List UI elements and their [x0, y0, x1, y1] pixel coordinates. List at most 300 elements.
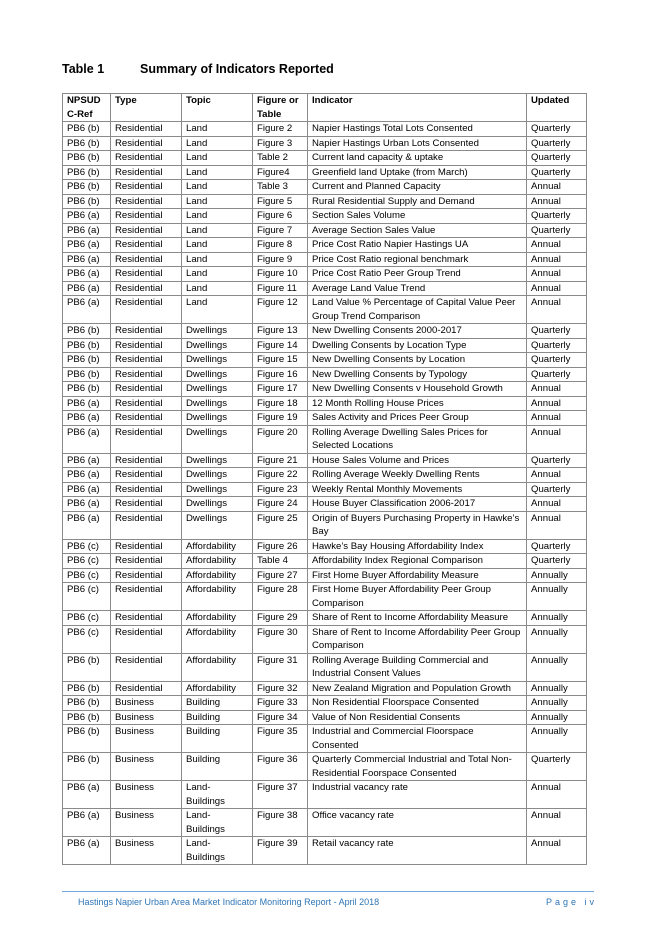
cell-topic: Affordability: [182, 583, 253, 611]
cell-indicator: Quarterly Commercial Industrial and Total Non-Residential Foorspace Consented: [308, 753, 527, 781]
cell-type: Residential: [111, 165, 182, 180]
cell-topic: Affordability: [182, 539, 253, 554]
cell-indicator: First Home Buyer Affordability Peer Group Comparison: [308, 583, 527, 611]
cell-figure: Figure 28: [253, 583, 308, 611]
cell-figure: Figure 29: [253, 611, 308, 626]
table-row: [63, 653, 587, 681]
cell-topic: Building: [182, 710, 253, 725]
cell-topic: Dwellings: [182, 382, 253, 397]
table-row: [63, 710, 587, 725]
cell-type: Business: [111, 753, 182, 781]
cell-indicator: Industrial and Commercial Floorspace Consented: [308, 725, 527, 753]
cell-type: Residential: [111, 281, 182, 296]
col-header-type: Type: [111, 94, 182, 122]
cell-type: Residential: [111, 180, 182, 195]
cell-ref: PB6 (a): [63, 252, 111, 267]
cell-indicator: Retail vacancy rate: [308, 837, 527, 865]
cell-ref: PB6 (b): [63, 151, 111, 166]
cell-indicator: New Dwelling Consents 2000-2017: [308, 324, 527, 339]
cell-updated: Annually: [527, 681, 587, 696]
cell-figure: Figure 16: [253, 367, 308, 382]
cell-figure: Figure 10: [253, 267, 308, 282]
table-row: [63, 122, 587, 137]
table-row: [63, 194, 587, 209]
cell-topic: Building: [182, 725, 253, 753]
cell-topic: Land: [182, 238, 253, 253]
cell-indicator: Rolling Average Weekly Dwelling Rents: [308, 468, 527, 483]
cell-ref: PB6 (a): [63, 411, 111, 426]
cell-figure: Figure 7: [253, 223, 308, 238]
cell-figure: Table 3: [253, 180, 308, 195]
cell-updated: Annual: [527, 511, 587, 539]
cell-indicator: Affordability Index Regional Comparison: [308, 554, 527, 569]
cell-type: Residential: [111, 583, 182, 611]
indicators-table: [62, 93, 587, 865]
cell-figure: Figure 9: [253, 252, 308, 267]
table-row: [63, 367, 587, 382]
cell-type: Residential: [111, 611, 182, 626]
cell-figure: Figure 19: [253, 411, 308, 426]
cell-indicator: Price Cost Ratio Napier Hastings UA: [308, 238, 527, 253]
cell-topic: Dwellings: [182, 453, 253, 468]
cell-indicator: Weekly Rental Monthly Movements: [308, 482, 527, 497]
cell-indicator: New Dwelling Consents v Household Growth: [308, 382, 527, 397]
cell-figure: Figure 36: [253, 753, 308, 781]
cell-figure: Table 4: [253, 554, 308, 569]
cell-ref: PB6 (c): [63, 611, 111, 626]
cell-topic: Land-Buildings: [182, 809, 253, 837]
cell-updated: Quarterly: [527, 453, 587, 468]
cell-ref: PB6 (a): [63, 497, 111, 512]
cell-ref: PB6 (b): [63, 353, 111, 368]
cell-ref: PB6 (a): [63, 223, 111, 238]
table-row: [63, 338, 587, 353]
cell-ref: PB6 (b): [63, 165, 111, 180]
cell-indicator: Dwelling Consents by Location Type: [308, 338, 527, 353]
cell-topic: Land: [182, 180, 253, 195]
cell-updated: Annually: [527, 710, 587, 725]
cell-ref: PB6 (a): [63, 267, 111, 282]
cell-type: Residential: [111, 411, 182, 426]
cell-type: Residential: [111, 382, 182, 397]
cell-figure: Figure 32: [253, 681, 308, 696]
cell-figure: Figure 27: [253, 568, 308, 583]
cell-indicator: Rolling Average Dwelling Sales Prices for Selected Locations: [308, 425, 527, 453]
cell-topic: Dwellings: [182, 353, 253, 368]
cell-figure: Figure 23: [253, 482, 308, 497]
cell-ref: PB6 (a): [63, 482, 111, 497]
cell-figure: Figure 15: [253, 353, 308, 368]
table-row: [63, 583, 587, 611]
cell-updated: Annual: [527, 267, 587, 282]
cell-indicator: Napier Hastings Urban Lots Consented: [308, 136, 527, 151]
cell-indicator: Rolling Average Building Commercial and Industrial Consent Values: [308, 653, 527, 681]
cell-type: Residential: [111, 296, 182, 324]
table-row: [63, 453, 587, 468]
cell-topic: Dwellings: [182, 468, 253, 483]
cell-indicator: Current land capacity & uptake: [308, 151, 527, 166]
cell-type: Residential: [111, 353, 182, 368]
cell-type: Residential: [111, 209, 182, 224]
cell-figure: Figure 31: [253, 653, 308, 681]
cell-updated: Annually: [527, 625, 587, 653]
cell-topic: Dwellings: [182, 367, 253, 382]
cell-indicator: Sales Activity and Prices Peer Group: [308, 411, 527, 426]
cell-ref: PB6 (a): [63, 511, 111, 539]
cell-topic: Land: [182, 122, 253, 137]
cell-indicator: Average Land Value Trend: [308, 281, 527, 296]
cell-updated: Annual: [527, 252, 587, 267]
cell-type: Business: [111, 696, 182, 711]
cell-ref: PB6 (a): [63, 238, 111, 253]
cell-ref: PB6 (b): [63, 180, 111, 195]
cell-ref: PB6 (b): [63, 681, 111, 696]
cell-topic: Affordability: [182, 611, 253, 626]
cell-ref: PB6 (c): [63, 583, 111, 611]
cell-topic: Building: [182, 753, 253, 781]
cell-type: Residential: [111, 367, 182, 382]
cell-indicator: New Dwelling Consents by Typology: [308, 367, 527, 382]
cell-indicator: Non Residential Floorspace Consented: [308, 696, 527, 711]
cell-updated: Annual: [527, 781, 587, 809]
table-row: [63, 725, 587, 753]
cell-topic: Land: [182, 165, 253, 180]
cell-updated: Annual: [527, 238, 587, 253]
cell-figure: Figure 6: [253, 209, 308, 224]
cell-topic: Affordability: [182, 568, 253, 583]
cell-ref: PB6 (a): [63, 396, 111, 411]
cell-topic: Land: [182, 136, 253, 151]
cell-indicator: Hawke’s Bay Housing Affordability Index: [308, 539, 527, 554]
table-row: [63, 165, 587, 180]
table-row: [63, 209, 587, 224]
cell-figure: Figure 18: [253, 396, 308, 411]
cell-figure: Figure 22: [253, 468, 308, 483]
cell-topic: Dwellings: [182, 324, 253, 339]
table-row: [63, 252, 587, 267]
cell-figure: Figure 8: [253, 238, 308, 253]
cell-topic: Dwellings: [182, 411, 253, 426]
cell-indicator: Price Cost Ratio regional benchmark: [308, 252, 527, 267]
cell-updated: Annually: [527, 653, 587, 681]
table-row: [63, 353, 587, 368]
cell-updated: Annually: [527, 696, 587, 711]
cell-updated: Quarterly: [527, 353, 587, 368]
cell-topic: Dwellings: [182, 396, 253, 411]
cell-figure: Figure 3: [253, 136, 308, 151]
cell-topic: Building: [182, 696, 253, 711]
table-row: [63, 396, 587, 411]
page-number: Page iv: [546, 897, 598, 907]
table-row: [63, 468, 587, 483]
cell-type: Residential: [111, 267, 182, 282]
cell-type: Residential: [111, 338, 182, 353]
cell-updated: Annual: [527, 396, 587, 411]
cell-ref: PB6 (b): [63, 696, 111, 711]
cell-topic: Dwellings: [182, 511, 253, 539]
cell-updated: Quarterly: [527, 165, 587, 180]
cell-topic: Land: [182, 252, 253, 267]
cell-updated: Quarterly: [527, 223, 587, 238]
cell-updated: Annual: [527, 468, 587, 483]
cell-updated: Annually: [527, 725, 587, 753]
cell-ref: PB6 (b): [63, 725, 111, 753]
cell-indicator: Section Sales Volume: [308, 209, 527, 224]
cell-ref: PB6 (b): [63, 194, 111, 209]
cell-ref: PB6 (b): [63, 753, 111, 781]
cell-ref: PB6 (a): [63, 809, 111, 837]
table-row: [63, 681, 587, 696]
cell-type: Residential: [111, 681, 182, 696]
cell-topic: Affordability: [182, 625, 253, 653]
table-row: [63, 324, 587, 339]
cell-updated: Quarterly: [527, 122, 587, 137]
table-row: [63, 238, 587, 253]
cell-updated: Annual: [527, 497, 587, 512]
table-row: [63, 497, 587, 512]
table-row: [63, 425, 587, 453]
cell-indicator: Price Cost Ratio Peer Group Trend: [308, 267, 527, 282]
cell-ref: PB6 (a): [63, 209, 111, 224]
table-row: [63, 511, 587, 539]
cell-indicator: Greenfield land Uptake (from March): [308, 165, 527, 180]
cell-type: Residential: [111, 151, 182, 166]
cell-figure: Table 2: [253, 151, 308, 166]
cell-type: Business: [111, 837, 182, 865]
cell-figure: Figure 33: [253, 696, 308, 711]
cell-type: Residential: [111, 194, 182, 209]
cell-ref: PB6 (a): [63, 425, 111, 453]
cell-type: Residential: [111, 136, 182, 151]
table-header-row: [63, 94, 587, 122]
cell-topic: Land-Buildings: [182, 837, 253, 865]
cell-figure: Figure 13: [253, 324, 308, 339]
cell-figure: Figure 37: [253, 781, 308, 809]
footer-divider: [62, 891, 594, 892]
cell-topic: Land: [182, 281, 253, 296]
cell-topic: Land: [182, 151, 253, 166]
cell-type: Residential: [111, 238, 182, 253]
cell-indicator: New Zealand Migration and Population Growth: [308, 681, 527, 696]
cell-ref: PB6 (a): [63, 781, 111, 809]
table-row: [63, 411, 587, 426]
cell-topic: Land: [182, 209, 253, 224]
cell-type: Residential: [111, 425, 182, 453]
cell-type: Business: [111, 710, 182, 725]
table-row: [63, 223, 587, 238]
cell-type: Residential: [111, 468, 182, 483]
cell-updated: Quarterly: [527, 151, 587, 166]
cell-ref: PB6 (b): [63, 122, 111, 137]
cell-indicator: 12 Month Rolling House Prices: [308, 396, 527, 411]
cell-topic: Land: [182, 267, 253, 282]
cell-figure: Figure 11: [253, 281, 308, 296]
cell-updated: Annual: [527, 837, 587, 865]
cell-type: Residential: [111, 554, 182, 569]
cell-ref: PB6 (b): [63, 653, 111, 681]
cell-type: Residential: [111, 511, 182, 539]
cell-type: Residential: [111, 539, 182, 554]
table-row: [63, 180, 587, 195]
cell-figure: Figure 26: [253, 539, 308, 554]
cell-updated: Annually: [527, 583, 587, 611]
cell-topic: Affordability: [182, 554, 253, 569]
cell-ref: PB6 (c): [63, 625, 111, 653]
cell-ref: PB6 (c): [63, 554, 111, 569]
cell-indicator: Value of Non Residential Consents: [308, 710, 527, 725]
cell-ref: PB6 (a): [63, 837, 111, 865]
cell-indicator: Land Value % Percentage of Capital Value Peer Group Trend Comparison: [308, 296, 527, 324]
cell-type: Business: [111, 781, 182, 809]
cell-type: Residential: [111, 122, 182, 137]
cell-figure: Figure 34: [253, 710, 308, 725]
table-row: [63, 809, 587, 837]
table-number: Table 1: [62, 62, 105, 76]
table-row: [63, 554, 587, 569]
cell-indicator: House Buyer Classification 2006-2017: [308, 497, 527, 512]
col-header-indicator: Indicator: [308, 94, 527, 122]
cell-ref: PB6 (b): [63, 382, 111, 397]
table-row: [63, 781, 587, 809]
cell-indicator: First Home Buyer Affordability Measure: [308, 568, 527, 583]
cell-ref: PB6 (b): [63, 710, 111, 725]
cell-updated: Quarterly: [527, 338, 587, 353]
col-header-figure: Figure or Table: [253, 94, 308, 122]
table-row: [63, 568, 587, 583]
cell-updated: Quarterly: [527, 324, 587, 339]
cell-updated: Quarterly: [527, 367, 587, 382]
cell-type: Residential: [111, 453, 182, 468]
cell-updated: Quarterly: [527, 136, 587, 151]
cell-topic: Dwellings: [182, 497, 253, 512]
cell-topic: Dwellings: [182, 338, 253, 353]
cell-figure: Figure 38: [253, 809, 308, 837]
cell-figure: Figure4: [253, 165, 308, 180]
cell-ref: PB6 (b): [63, 324, 111, 339]
cell-topic: Land: [182, 223, 253, 238]
cell-indicator: Share of Rent to Income Affordability Peer Group Comparison: [308, 625, 527, 653]
cell-figure: Figure 21: [253, 453, 308, 468]
col-header-ref: NPSUD C-Ref: [63, 94, 111, 122]
table-row: [63, 151, 587, 166]
cell-ref: PB6 (b): [63, 338, 111, 353]
table-row: [63, 281, 587, 296]
cell-updated: Annual: [527, 411, 587, 426]
cell-indicator: Napier Hastings Total Lots Consented: [308, 122, 527, 137]
table-title: Summary of Indicators Reported: [140, 62, 334, 76]
cell-type: Residential: [111, 497, 182, 512]
cell-ref: PB6 (a): [63, 281, 111, 296]
cell-ref: PB6 (c): [63, 568, 111, 583]
cell-ref: PB6 (b): [63, 367, 111, 382]
cell-indicator: Origin of Buyers Purchasing Property in Hawke’s Bay: [308, 511, 527, 539]
cell-indicator: Office vacancy rate: [308, 809, 527, 837]
table-row: [63, 267, 587, 282]
cell-ref: PB6 (c): [63, 539, 111, 554]
cell-figure: Figure 14: [253, 338, 308, 353]
cell-figure: Figure 25: [253, 511, 308, 539]
cell-updated: Annually: [527, 611, 587, 626]
table-row: [63, 696, 587, 711]
cell-updated: Annual: [527, 809, 587, 837]
table-row: [63, 611, 587, 626]
cell-indicator: Rural Residential Supply and Demand: [308, 194, 527, 209]
cell-type: Business: [111, 809, 182, 837]
table-heading: [62, 62, 334, 76]
cell-updated: Quarterly: [527, 554, 587, 569]
cell-figure: Figure 5: [253, 194, 308, 209]
cell-figure: Figure 2: [253, 122, 308, 137]
cell-figure: Figure 30: [253, 625, 308, 653]
cell-type: Residential: [111, 568, 182, 583]
col-header-updated: Updated: [527, 94, 587, 122]
cell-updated: Quarterly: [527, 539, 587, 554]
cell-updated: Quarterly: [527, 753, 587, 781]
cell-figure: Figure 20: [253, 425, 308, 453]
cell-updated: Annually: [527, 568, 587, 583]
cell-type: Residential: [111, 252, 182, 267]
cell-type: Residential: [111, 625, 182, 653]
cell-ref: PB6 (a): [63, 296, 111, 324]
cell-updated: Quarterly: [527, 482, 587, 497]
cell-indicator: House Sales Volume and Prices: [308, 453, 527, 468]
cell-type: Residential: [111, 223, 182, 238]
cell-type: Residential: [111, 324, 182, 339]
table-row: [63, 382, 587, 397]
cell-indicator: New Dwelling Consents by Location: [308, 353, 527, 368]
cell-topic: Dwellings: [182, 482, 253, 497]
cell-updated: Quarterly: [527, 209, 587, 224]
table-row: [63, 753, 587, 781]
cell-topic: Dwellings: [182, 425, 253, 453]
cell-ref: PB6 (a): [63, 468, 111, 483]
cell-indicator: Average Section Sales Value: [308, 223, 527, 238]
cell-indicator: Current and Planned Capacity: [308, 180, 527, 195]
footer-text: Hastings Napier Urban Area Market Indicator Monitoring Report - April 2018: [78, 897, 380, 907]
col-header-topic: Topic: [182, 94, 253, 122]
cell-topic: Land: [182, 296, 253, 324]
cell-topic: Affordability: [182, 681, 253, 696]
cell-figure: Figure 35: [253, 725, 308, 753]
cell-ref: PB6 (a): [63, 453, 111, 468]
cell-updated: Annual: [527, 194, 587, 209]
cell-topic: Affordability: [182, 653, 253, 681]
cell-figure: Figure 24: [253, 497, 308, 512]
cell-figure: Figure 39: [253, 837, 308, 865]
table-row: [63, 296, 587, 324]
table-row: [63, 482, 587, 497]
cell-type: Residential: [111, 653, 182, 681]
cell-updated: Annual: [527, 281, 587, 296]
table-row: [63, 136, 587, 151]
cell-updated: Annual: [527, 425, 587, 453]
cell-indicator: Industrial vacancy rate: [308, 781, 527, 809]
table-row: [63, 625, 587, 653]
cell-updated: Annual: [527, 296, 587, 324]
table-row: [63, 539, 587, 554]
cell-updated: Annual: [527, 382, 587, 397]
cell-topic: Land: [182, 194, 253, 209]
cell-type: Business: [111, 725, 182, 753]
cell-figure: Figure 12: [253, 296, 308, 324]
cell-figure: Figure 17: [253, 382, 308, 397]
table-body: [63, 122, 587, 865]
cell-type: Residential: [111, 482, 182, 497]
table-row: [63, 837, 587, 865]
cell-type: Residential: [111, 396, 182, 411]
cell-ref: PB6 (b): [63, 136, 111, 151]
cell-updated: Annual: [527, 180, 587, 195]
